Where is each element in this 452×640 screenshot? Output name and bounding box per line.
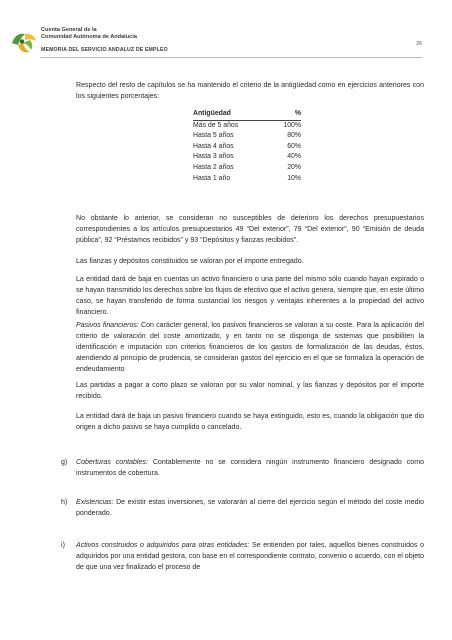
table-cell-label: Hasta 3 años xyxy=(193,153,234,161)
table-cell-pct: 20% xyxy=(287,163,301,171)
item-g-title: Coberturas contables: xyxy=(76,459,148,466)
table-cell-pct: 100% xyxy=(283,121,301,129)
intro-paragraph: Respecto del resto de capítulos se ha mantenido el criterio de la antigüedad como en ejercicios anteriores con los siguientes porcentajes: xyxy=(76,82,424,100)
item-g-label: g) xyxy=(61,459,68,466)
item-h-title: Existencias: xyxy=(76,499,114,506)
baja-pasivo-block xyxy=(76,411,424,433)
org-line-2: Comunidad Autónoma de Andalucía xyxy=(41,33,137,40)
table-row xyxy=(193,120,301,131)
no-obstante-paragraph: No obstante lo anterior, se consideran no susceptibles de deterioro los derechos presupuestarios correspondientes a los artículos presupuestarios 49 “Del exterior”, 79 “Del exterior”, 90 “Emisión de deuda pública”, 92 “Préstamos recibidos” y 93 “Depósitos y fianzas recibidos”. xyxy=(76,215,424,244)
item-i-title: Activos construidos o adquiridos para otras entidades: xyxy=(76,542,250,549)
fianzas-paragraph: Las fianzas y depósitos constituidos se valoran por el importe entregado. xyxy=(76,258,304,265)
table-cell-pct: 40% xyxy=(287,153,301,161)
table-cell-label: Hasta 2 años xyxy=(193,163,234,171)
item-h-block xyxy=(76,497,424,519)
table-header-antiguedad: Antigüedad xyxy=(193,109,271,120)
org-line-1: Cuenta General de la xyxy=(41,27,97,33)
table-header-row xyxy=(193,109,301,120)
item-h-paragraph xyxy=(76,497,424,519)
table-row xyxy=(193,152,301,163)
table-cell-label: Más de 5 años xyxy=(193,121,239,129)
intro-block xyxy=(76,80,424,102)
item-g-block xyxy=(76,457,424,479)
pasivos-text: Con carácter general, los pasivos financieros se valoran a su coste. Para la aplicación del criterio de valoración del coste amortizado, y en tanto no se disponga de sistemas que posibiliten la identificación e imputación con criterios financieros de los gastos de formalización de las deudas, éstos, atendiendo al principio de prudencia, se consideran gastos del ejercicio en el que se formaliza la operación de endeudamiento xyxy=(76,322,424,373)
partidas-paragraph: Las partidas a pagar a corto plazo se valoran por su valor nominal, y las fianzas y depósitos por el importe recibido. xyxy=(76,382,424,400)
table-cell-label: Hasta 5 años xyxy=(193,132,234,140)
baja-activo-block xyxy=(76,274,424,318)
item-i-block xyxy=(76,540,424,573)
item-g-text: Contablemente no se considera ningún instrumento financiero designado como instrumentos de cobertura. xyxy=(76,459,424,477)
pasivos-block xyxy=(76,320,424,375)
pasivos-paragraph xyxy=(76,320,424,375)
fianzas-block xyxy=(76,256,424,267)
table-row xyxy=(193,163,301,174)
item-i-label: i) xyxy=(61,542,65,549)
table-cell-pct: 10% xyxy=(287,174,301,182)
item-h-label: h) xyxy=(61,499,68,506)
baja-pasivo-paragraph: La entidad dará de baja un pasivo financiero cuando se haya extinguido, esto es, cuando la obligación que dio origen a dicho pasivo se haya cumplido o cancelado. xyxy=(76,413,424,431)
table-cell-pct: 80% xyxy=(287,132,301,140)
item-g-paragraph xyxy=(76,457,424,479)
item-i-paragraph xyxy=(76,540,424,573)
table-cell-pct: 60% xyxy=(287,142,301,150)
partidas-block xyxy=(76,380,424,402)
table-row xyxy=(193,174,301,185)
item-i-text: Se entienden por tales, aquellos bienes construidos o adquiridos por una entidad gestora, con base en el correspondiente contrato, convenio o acuerdo, con el objeto de que una vez finalizado el proceso de xyxy=(76,542,424,571)
junta-andalucia-logo xyxy=(9,27,39,57)
table-row xyxy=(193,131,301,142)
table-cell-label: Hasta 1 año xyxy=(193,174,231,182)
header-divider xyxy=(40,57,422,58)
service-title: MEMORIA DEL SERVICIO ANDALUZ DE EMPLEO xyxy=(41,47,168,53)
item-h-text: De existir estas inversiones, se valorarán al cierre del ejercicio según el método del coste medio ponderado. xyxy=(76,499,424,517)
table-cell-label: Hasta 4 años xyxy=(193,142,234,150)
pasivos-title: Pasivos financieros: xyxy=(76,322,139,329)
page-number: 26 xyxy=(416,41,422,47)
table-header-percent: % xyxy=(271,109,301,120)
baja-activo-paragraph: La entidad dará de baja en cuentas un activo financiero o una parte del mismo sólo cuando hayan expirado o se hayan transmitido los derechos sobre los flujos de efectivo que el activo genera, siempre que, en este último caso, se hayan transferido de forma sustancial los riesgos y ventajas inherentes a la propiedad del activo financiero. xyxy=(76,276,424,316)
table-row xyxy=(193,142,301,153)
organization-name xyxy=(41,27,137,41)
antiguedad-table xyxy=(193,109,301,184)
no-obstante-block xyxy=(76,213,424,246)
